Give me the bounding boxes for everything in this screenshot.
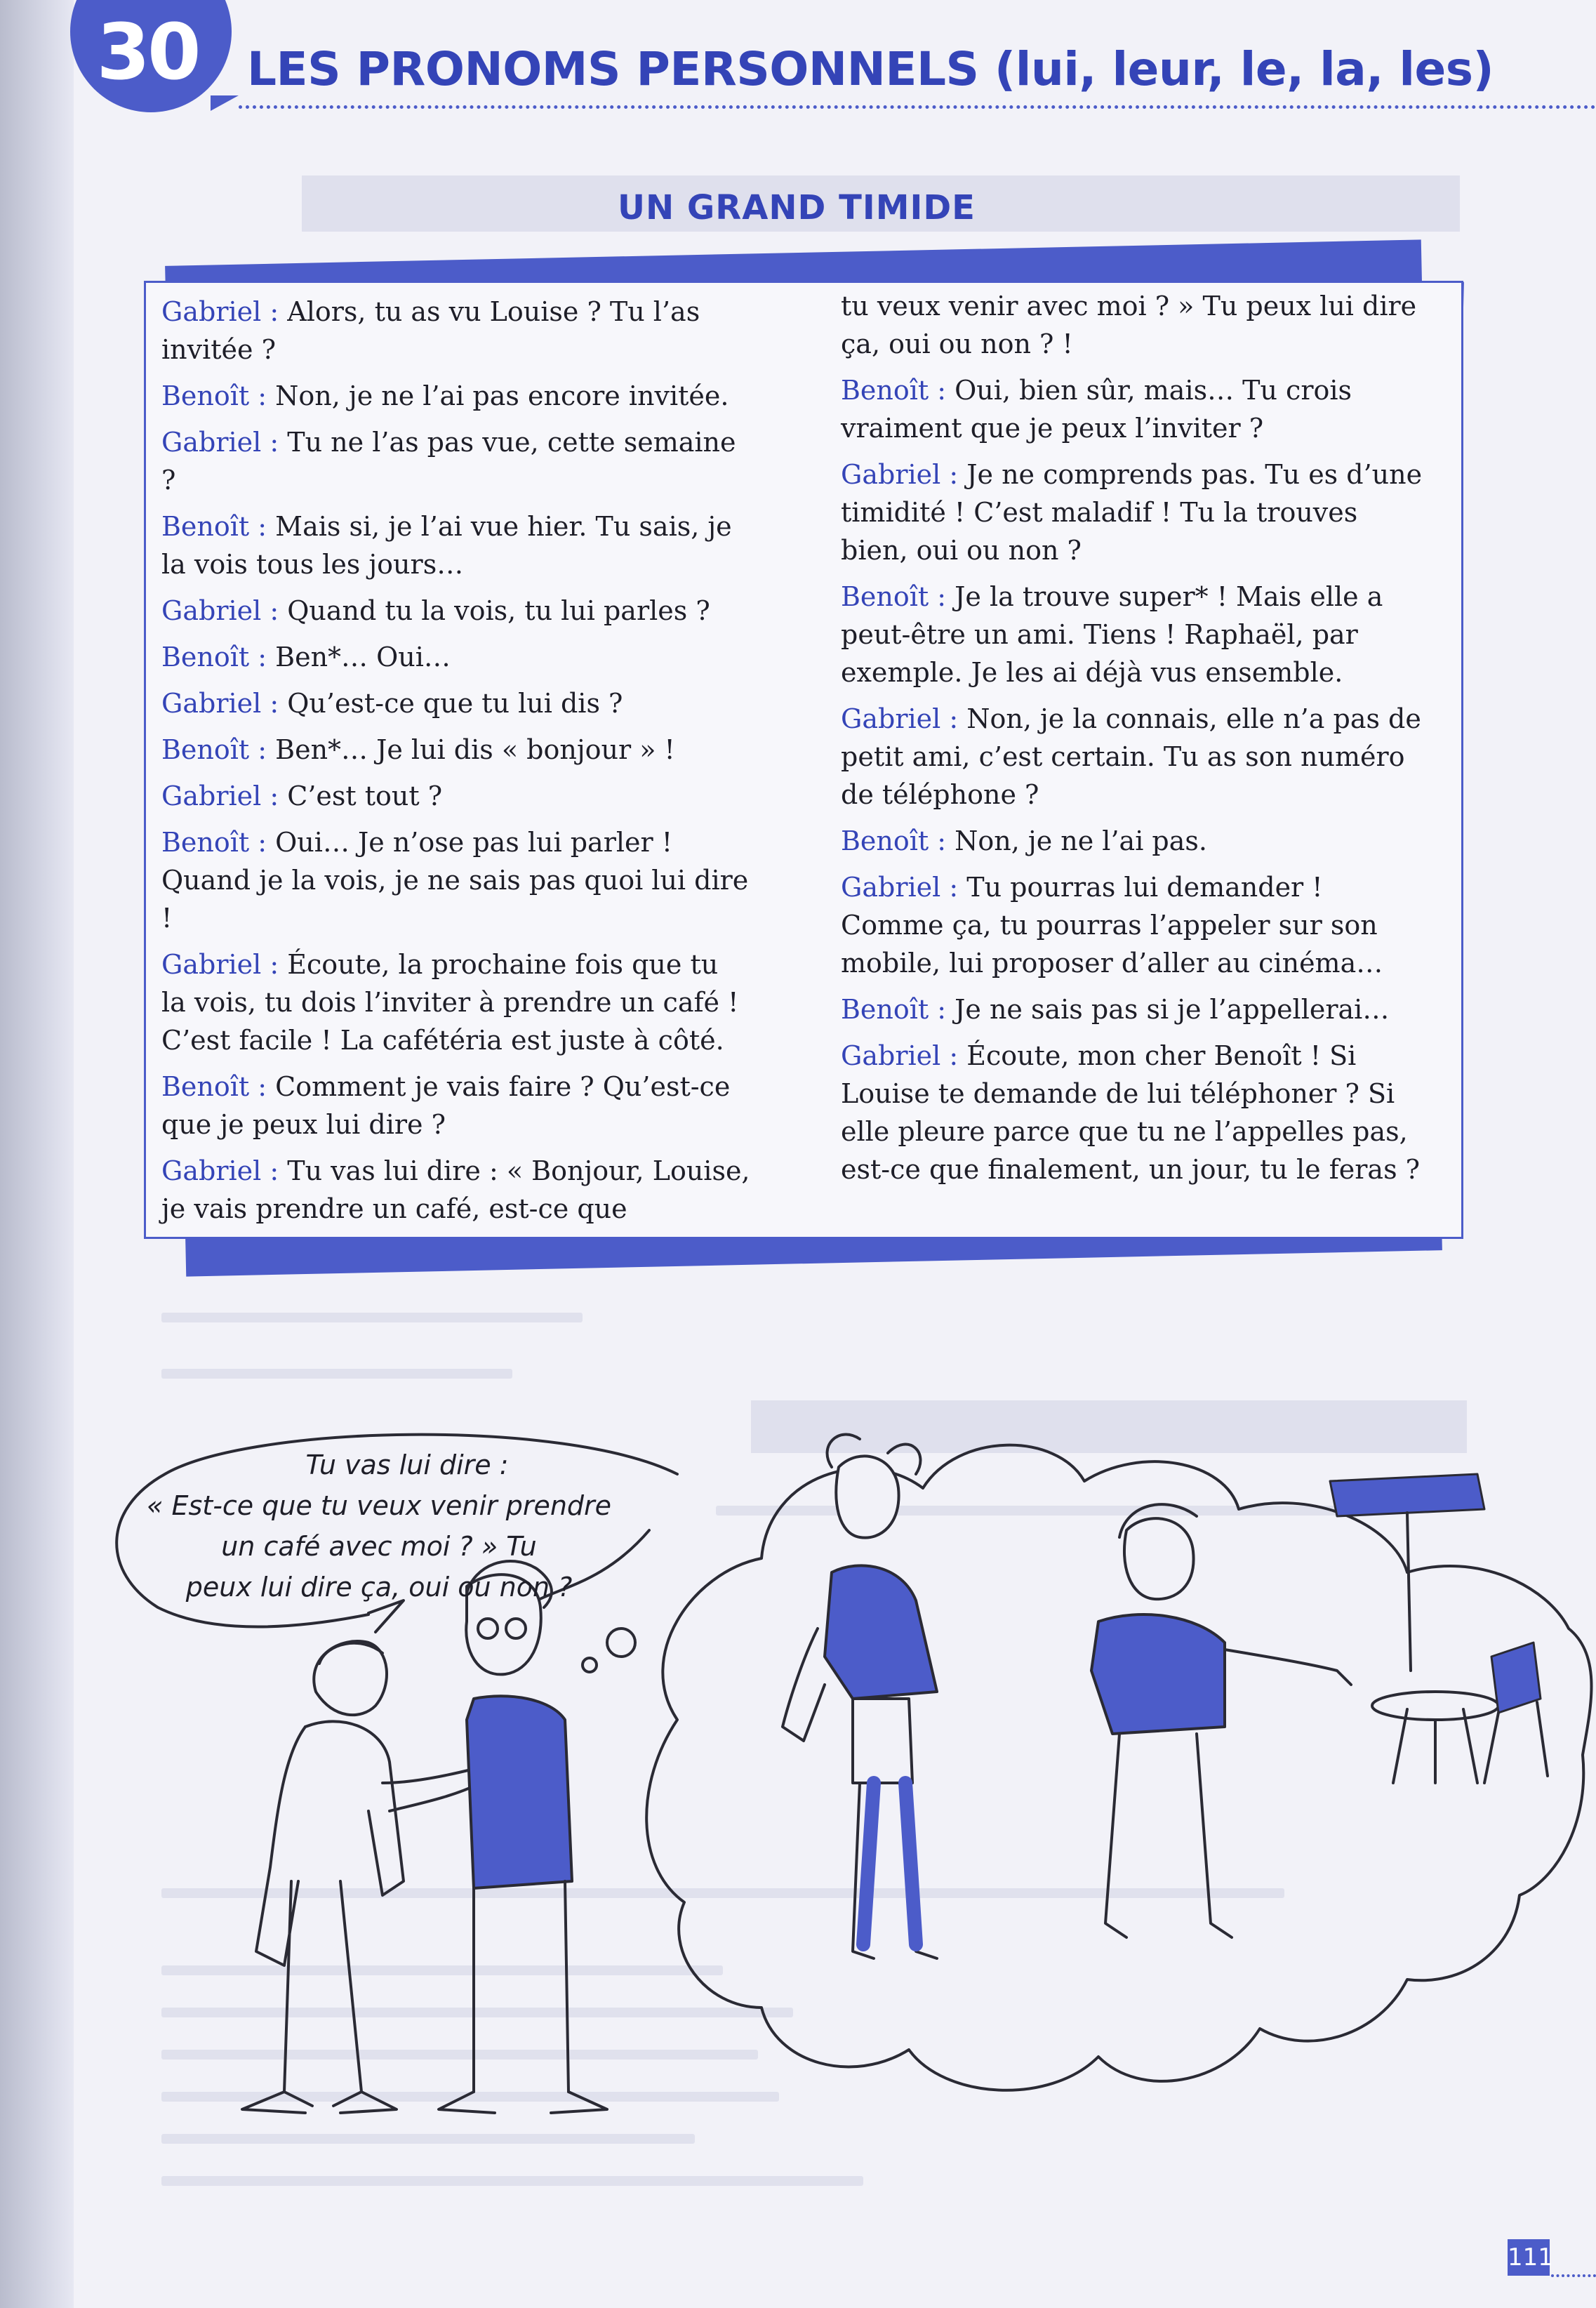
speaker-name: Benoît : xyxy=(161,642,267,672)
speech-line: Tu vas lui dire : xyxy=(305,1450,509,1480)
page-number: 111 xyxy=(1508,2239,1550,2276)
speech-line: un café avec moi ? » Tu xyxy=(221,1531,537,1562)
speaker-name: Benoît : xyxy=(841,581,947,612)
dialogue-column-right xyxy=(841,287,1430,1197)
dialogue-line xyxy=(841,287,1430,363)
chapter-badge-flag xyxy=(211,95,239,111)
speaker-name: Gabriel : xyxy=(161,688,279,719)
speaker-name: Gabriel : xyxy=(161,949,279,980)
dialogue-line xyxy=(841,868,1430,982)
section-title: UN GRAND TIMIDE xyxy=(618,188,976,227)
page-number-rule xyxy=(1551,2274,1596,2277)
dialogue-text: Ben*… Je lui dis « bonjour » ! xyxy=(267,734,675,765)
dialogue-text: Non, je ne l’ai pas. xyxy=(946,825,1207,856)
dialogue-text: Écoute, la prochaine fois que tu la vois, tu dois l’inviter à prendre un café ! C’est facile ! La cafétéria est juste à côté. xyxy=(161,949,739,1056)
dialogue-text: Non, je ne l’ai pas encore invitée. xyxy=(267,380,729,411)
title-dotted-rule xyxy=(239,105,1596,109)
page-gutter xyxy=(0,0,77,2308)
ghost-line xyxy=(161,1369,512,1379)
dialogue-line xyxy=(161,508,751,583)
dialogue-text: Qu’est-ce que tu lui dis ? xyxy=(279,688,623,719)
chapter-title: LES PRONOMS PERSONNELS (lui, leur, le, la, les) xyxy=(247,42,1494,96)
dialogue-text: Alors, tu as vu Louise ? Tu l’as invitée ? xyxy=(161,296,700,365)
benoit-figure xyxy=(439,1561,607,2113)
dialogue-line xyxy=(161,731,751,769)
dialogue-text: Tu vas lui dire : « Bonjour, Louise, je vais prendre un café, est-ce que xyxy=(161,1155,750,1224)
speaker-name: Benoît : xyxy=(161,827,267,858)
dialogue-line xyxy=(841,700,1430,814)
dialogue-line xyxy=(161,377,751,415)
ghost-line xyxy=(161,1313,583,1322)
dialogue-line xyxy=(161,423,751,499)
speaker-name: Benoît : xyxy=(161,380,267,411)
speaker-name: Gabriel : xyxy=(841,459,959,490)
dialogue-line xyxy=(161,946,751,1059)
dialogue-text: Ben*… Oui… xyxy=(267,642,451,672)
dialogue-line xyxy=(161,684,751,722)
dialogue-text: Oui… Je n’ose pas lui parler ! Quand je la vois, je ne sais pas quoi lui dire ! xyxy=(161,827,749,934)
louise-figure xyxy=(783,1435,937,1958)
dialogue-line xyxy=(841,456,1430,569)
speaker-name: Benoît : xyxy=(841,825,947,856)
dialogue-line xyxy=(841,1037,1430,1188)
speaker-name: Gabriel : xyxy=(161,1155,279,1186)
speaker-name: Benoît : xyxy=(161,511,267,542)
dialogue-text: Oui, bien sûr, mais… Tu crois vraiment que je peux l’inviter ? xyxy=(841,375,1352,444)
dialogue-box xyxy=(144,281,1463,1239)
dialogue-line xyxy=(161,1068,751,1143)
dialogue-text: Non, je la connais, elle n’a pas de petit ami, c’est certain. Tu as son numéro de téléphone ? xyxy=(841,703,1421,810)
speaker-name: Benoît : xyxy=(841,994,947,1025)
speech-line: « Est-ce que tu veux venir prendre xyxy=(146,1490,612,1521)
thought-dot xyxy=(583,1658,597,1672)
dialogue-text: Comment je vais faire ? Qu’est-ce que je peux lui dire ? xyxy=(161,1071,731,1140)
speaker-name: Gabriel : xyxy=(841,1040,959,1071)
dialogue-text: Mais si, je l’ai vue hier. Tu sais, je la vois tous les jours… xyxy=(161,511,732,580)
dialogue-text: Je ne sais pas si je l’appellerai… xyxy=(946,994,1390,1025)
dialogue-line xyxy=(161,823,751,937)
speaker-name: Gabriel : xyxy=(841,703,959,734)
dialogue-line xyxy=(161,592,751,630)
speaker-name: Benoît : xyxy=(841,375,947,406)
dialogue-text: Je ne comprends pas. Tu es d’une timidité ! C’est maladif ! Tu la trouves bien, oui ou non ? xyxy=(841,459,1423,566)
speaker-name: Gabriel : xyxy=(161,427,279,458)
dialogue-line xyxy=(161,293,751,369)
dialogue-text: tu veux venir avec moi ? » Tu peux lui dire ça, oui ou non ? ! xyxy=(841,291,1417,359)
gabriel-figure xyxy=(242,1641,481,2113)
speaker-name: Gabriel : xyxy=(161,296,279,327)
dialogue-text: Écoute, mon cher Benoît ! Si Louise te demande de lui téléphoner ? Si elle pleure parce que tu ne l’appelles pas, est-ce que finalement, un jour, tu le feras ? xyxy=(841,1040,1421,1185)
benoit-dream-figure xyxy=(1091,1504,1351,1937)
thought-dot xyxy=(607,1629,635,1657)
dialogue-line xyxy=(161,638,751,676)
dialogue-line xyxy=(841,578,1430,691)
dialogue-line xyxy=(841,371,1430,447)
dialogue-text: Je la trouve super* ! Mais elle a peut-être un ami. Tiens ! Raphaël, par exemple. Je les ai déjà vus ensemble. xyxy=(841,581,1383,688)
dialogue-text: C’est tout ? xyxy=(279,781,443,811)
dialogue-line xyxy=(161,777,751,815)
thought-cloud xyxy=(646,1445,1591,2090)
chapter-number: 30 xyxy=(96,7,199,97)
dialogue-line xyxy=(841,990,1430,1028)
speaker-name: Gabriel : xyxy=(841,872,959,903)
cafe-table xyxy=(1330,1474,1548,1783)
dialogue-text: Tu pourras lui demander ! Comme ça, tu pourras l’appeler sur son mobile, lui proposer d’aller au cinéma… xyxy=(841,872,1383,979)
dialogue-line xyxy=(161,1152,751,1228)
speaker-name: Benoît : xyxy=(161,1071,267,1102)
speaker-name: Gabriel : xyxy=(161,595,279,626)
speaker-name: Benoît : xyxy=(161,734,267,765)
speech-line: peux lui dire ça, oui ou non ? xyxy=(185,1572,573,1603)
speaker-name: Gabriel : xyxy=(161,781,279,811)
speech-bubble-text xyxy=(105,1445,653,1607)
dialogue-text: Quand tu la vois, tu lui parles ? xyxy=(279,595,710,626)
dialogue-line xyxy=(841,822,1430,860)
dialogue-column-left xyxy=(161,293,751,1236)
dialogue-text: Tu ne l’as pas vue, cette semaine ? xyxy=(161,427,736,496)
